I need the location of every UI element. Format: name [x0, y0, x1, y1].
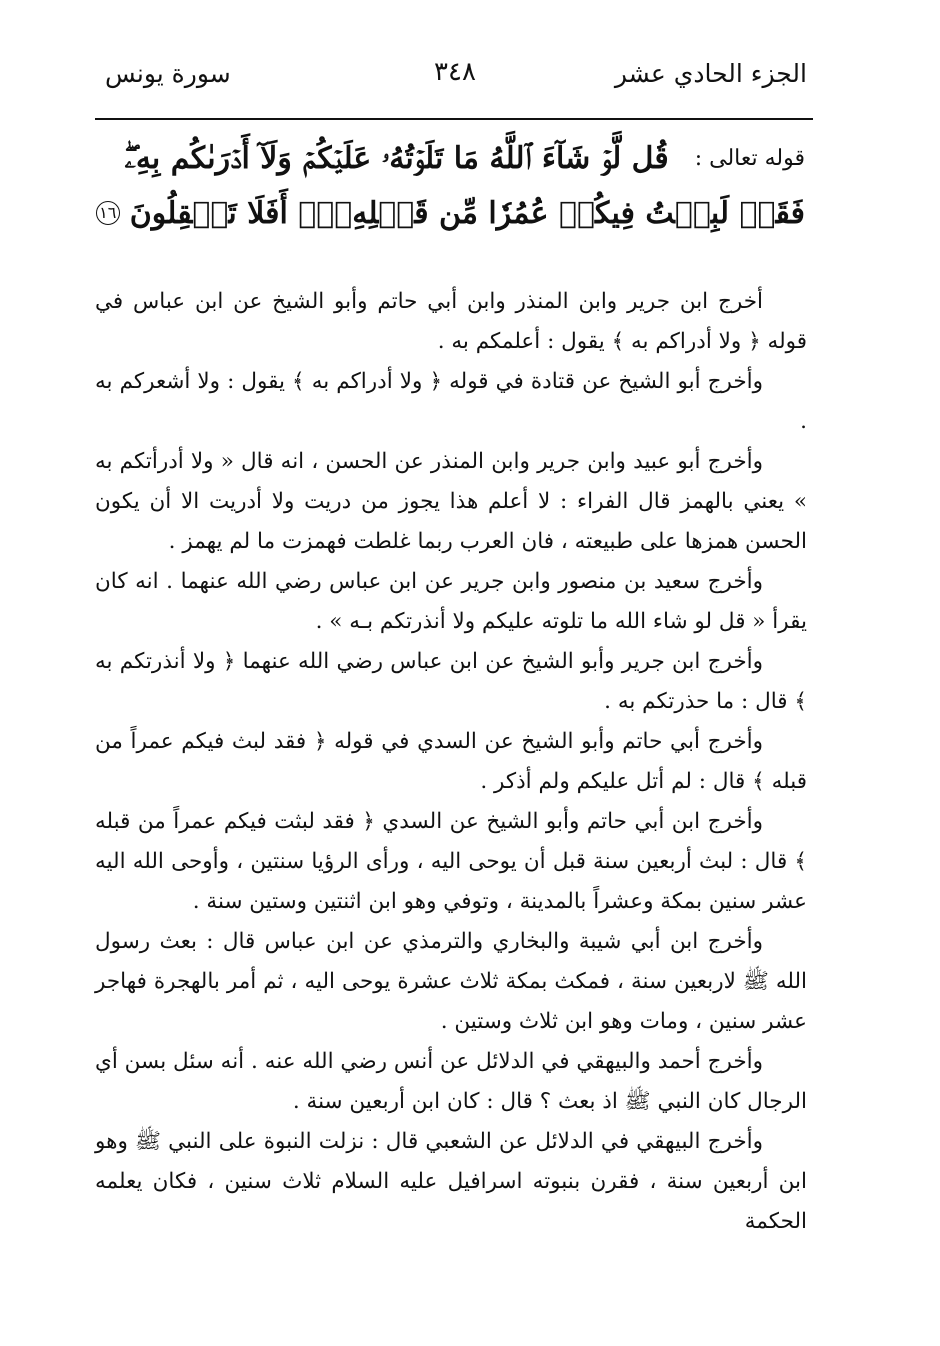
verse-heading-line-1: [95, 132, 805, 184]
volume-title: الجزء الحادي عشر: [614, 59, 807, 88]
paragraph: وأخرج ابن أبي حاتم وأبو الشيخ عن السدي ﴿ فقد لبثت فيكم عمراً من قبله ﴾ قال : لبث أربعين سنة قبل أن يوحى اليه ، ورأى الرؤيا سنتين ، وأوحى الله اليه عشر سنين بمكة وعشراً بالمدينة ، وتوفي وهو ابن اثنتين وستين سنة .: [95, 809, 807, 914]
paragraph: وأخرج أحمد والبيهقي في الدلائل عن أنس رضي الله عنه . أنه سئل بسن أي الرجال كان النبي ﷺ اذ بعث ؟ قال : كان ابن أربعين سنة .: [95, 1049, 807, 1114]
paragraph: وأخرج البيهقي في الدلائل عن الشعبي قال : نزلت النبوة على النبي ﷺ وهو ابن أربعين سنة ، فقرن بنبوته اسرافيل عليه السلام ثلاث سنين ، فكان يعلمه الحكمة: [95, 1129, 807, 1234]
running-head: [95, 55, 815, 99]
verse-heading: [95, 132, 805, 242]
paragraph: وأخرج سعيد بن منصور وابن جرير عن ابن عباس رضي الله عنهما . انه كان يقرأ « قل لو شاء الله ما تلوته عليكم ولا أنذرتكم بـه » .: [95, 569, 807, 634]
quran-verse-line-1: قُل لَّوۡ شَآءَ ٱللَّهُ مَا تَلَوۡتُهُۥ عَلَيۡكُمۡ وَلَآ أَدۡرَىٰكُم بِهِۦۖ: [124, 140, 669, 176]
paragraph: وأخرج ابن جرير وأبو الشيخ عن ابن عباس رضي الله عنهما ﴿ ولا أنذرتكم به ﴾ قال : ما حذرتكم به .: [95, 649, 807, 714]
commentary-body: [95, 282, 807, 1242]
verse-intro-label: قوله تعالى :: [694, 145, 805, 171]
quran-verse-line-2: فَقَدۡ لَبِثۡتُ فِيكُمۡ عُمُرٗا مِّن قَبۡلِهِۦٓۚ أَفَلَا تَعۡقِلُونَ: [129, 195, 805, 231]
page-number: ٣٤٨: [434, 57, 476, 87]
paragraph: أخرج ابن جرير وابن المنذر وابن أبي حاتم وأبو الشيخ عن ابن عباس في قوله ﴿ ولا أدراكم به ﴾ يقول : أعلمكم به .: [95, 289, 807, 354]
header-rule: [95, 118, 813, 120]
paragraph: وأخرج أبو الشيخ عن قتادة في قوله ﴿ ولا أدراكم به ﴾ يقول : ولا أشعركم به .: [95, 369, 807, 434]
surah-title: سورة يونس: [105, 59, 231, 88]
paragraph: وأخرج أبي حاتم وأبو الشيخ عن السدي في قوله ﴿ فقد لبث فيكم عمراً من قبله ﴾ قال : لم أتل عليكم ولم أذكر .: [95, 729, 807, 794]
paragraph: وأخرج ابن أبي شيبة والبخاري والترمذي عن ابن عباس قال : بعث رسول الله ﷺ لاربعين سنة ، فمكث بمكة ثلاث عشرة يوحى اليه ، ثم أمر بالهجرة فهاجر عشر سنين ، ومات وهو ابن ثلاث وستين .: [95, 929, 807, 1034]
ayah-number-marker: ١٦: [96, 201, 120, 225]
verse-heading-line-2: [95, 184, 805, 242]
paragraph: وأخرج أبو عبيد وابن جرير وابن المنذر عن الحسن ، انه قال « ولا أدرأتكم به » يعني بالهمز قال الفراء : لا أعلم هذا يجوز من دريت ولا أدريت الا أن يكون الحسن همزها على طبيعته ، فان العرب ربما غلطت فهمزت ما لم يهمز .: [95, 449, 807, 554]
